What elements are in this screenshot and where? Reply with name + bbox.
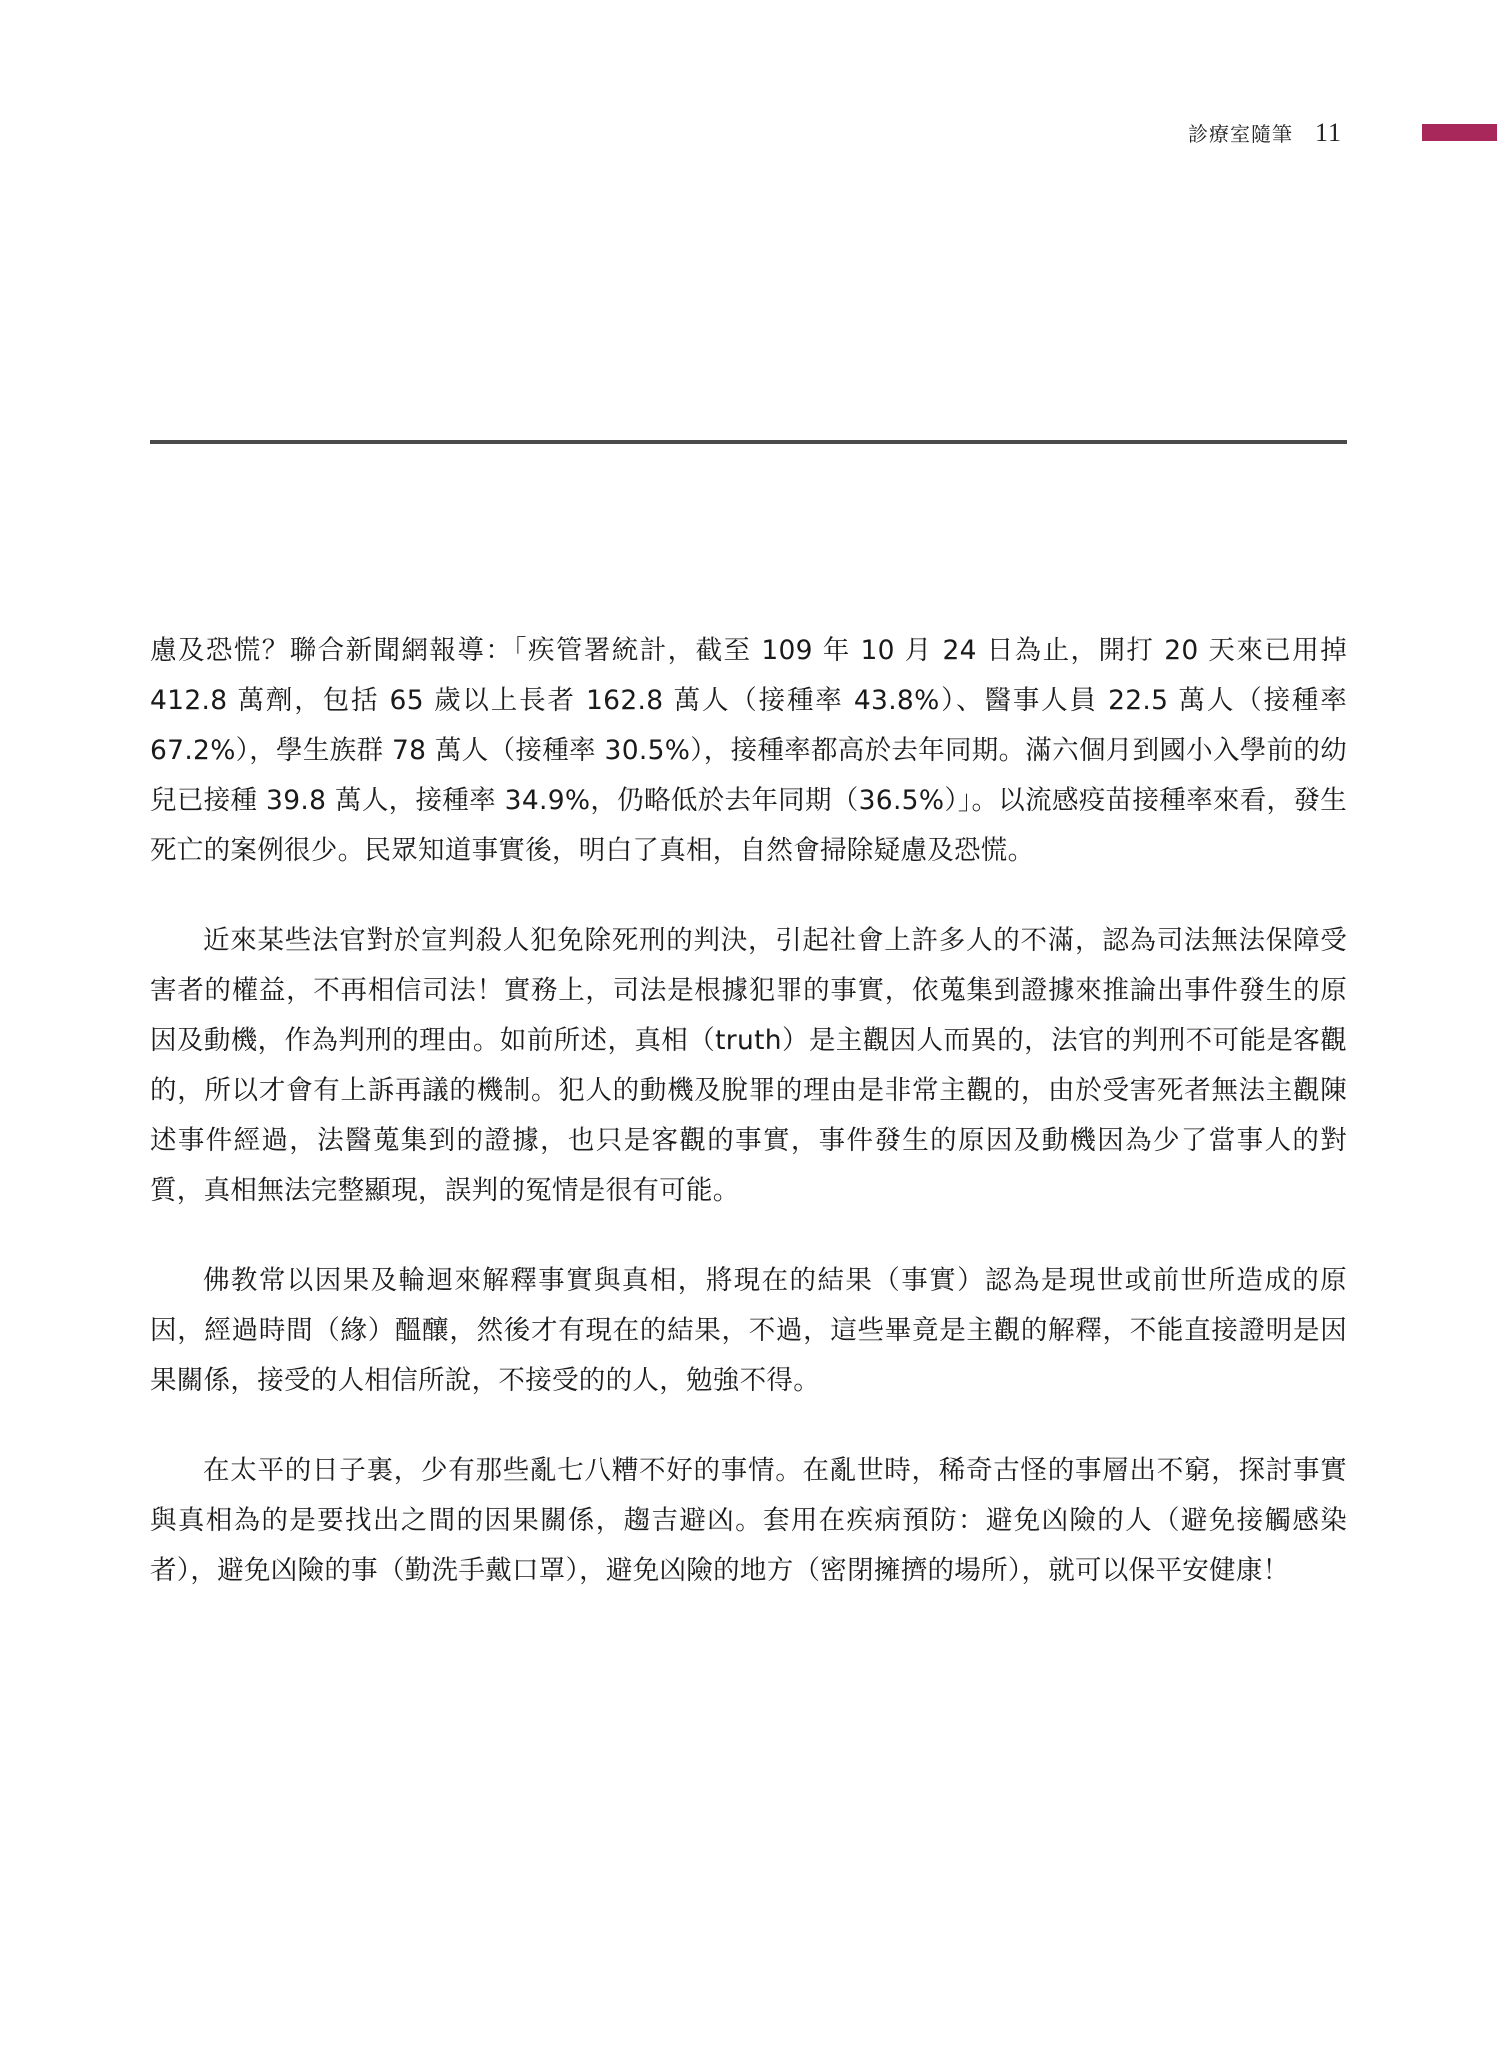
chapter-edge-tab [1422,124,1497,141]
paragraph: 佛教常以因果及輪迴來解釋事實與真相，將現在的結果（事實）認為是現世或前世所造成的原因，經過時間（緣）醞釀，然後才有現在的結果，不過，這些畢竟是主觀的解釋，不能直接證明是因果關係，接受的人相信所說，不接受的的人，勉強不得。 [150,1265,1347,1396]
paragraph: 在太平的日子裏，少有那些亂七八糟不好的事情。在亂世時，稀奇古怪的事層出不窮，探討事實與真相為的是要找出之間的因果關係，趨吉避凶。套用在疾病預防：避免凶險的人（避免接觸感染者），避免凶險的事（勤洗手戴口罩），避免凶險的地方（密閉擁擠的場所），就可以保平安健康！ [150,1455,1347,1586]
paragraph: 近來某些法官對於宣判殺人犯免除死刑的判決，引起社會上許多人的不滿，認為司法無法保障受害者的權益，不再相信司法！實務上，司法是根據犯罪的事實，依蒐集到證據來推論出事件發生的原因及動機，作為判刑的理由。如前所述，真相（truth）是主觀因人而異的，法官的判刑不可能是客觀的，所以才會有上訴再議的機制。犯人的動機及脫罪的理由是非常主觀的，由於受害死者無法主觀陳述事件經過，法醫蒐集到的證據，也只是客觀的事實，事件發生的原因及動機因為少了當事人的對質，真相無法完整顯現，誤判的冤情是很有可能。 [150,925,1347,1206]
page-number: 11 [1314,118,1342,147]
running-header [1188,118,1342,148]
horizontal-rule [150,440,1347,444]
body-text [150,626,1347,1636]
running-header-title: 診療室隨筆 [1187,122,1293,146]
paragraph-continued: 慮及恐慌？聯合新聞網報導：「疾管署統計，截至 109 年 10 月 24 日為止，開打 20 天來已用掉 412.8 萬劑，包括 65 歲以上長者 162.8 萬人（接種率 43.8%）、醫事人員 22.5 萬人（接種率 67.2%），學生族群 78 萬人（接種率 30.5%），接種率都高於去年同期。滿六個月到國小入學前的幼兒已接種 39.8 萬人，接種率 34.9%，仍略低於去年同期（36.5%）」。以流感疫苗接種率來看，發生死亡的案例很少。民眾知道事實後，明白了真相，自然會掃除疑慮及恐慌。 [150,635,1347,866]
